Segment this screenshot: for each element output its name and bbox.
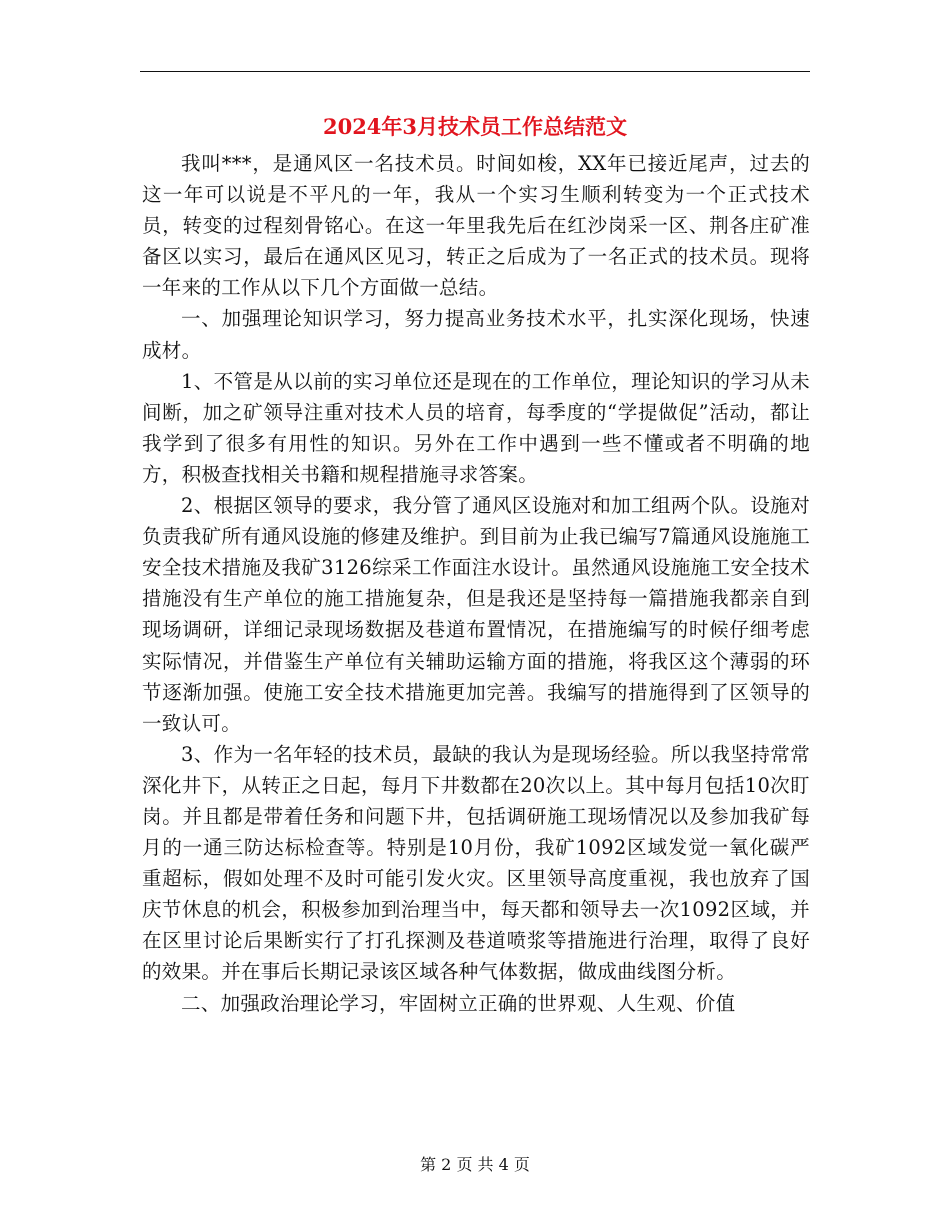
document-title: 2024年3月技术员工作总结范文 bbox=[322, 114, 628, 139]
paragraph-intro: 我叫***，是通风区一名技术员。时间如梭，XX年已接近尾声，过去的这一年可以说是不平凡的一年，我从一个实习生顺利转变为一个正式技术员，转变的过程刻骨铭心。在这一年里我先后在红沙岗采一区、荆各庄矿准备区以实习，最后在通风区见习，转正之后成为了一名正式的技术员。现将一年来的工作从以下几个方面做一总结。 bbox=[142, 152, 810, 300]
document-body bbox=[142, 148, 810, 1019]
paragraph-section-1-heading: 一、加强理论知识学习，努力提高业务技术水平，扎实深化现场，快速成材。 bbox=[142, 307, 810, 362]
header-rule bbox=[140, 71, 810, 72]
paragraph-section-2-heading: 二、加强政治理论学习，牢固树立正确的世界观、人生观、价值 bbox=[181, 991, 736, 1015]
paragraph-item-1: 1、不管是从以前的实习单位还是现在的工作单位，理论知识的学习从未间断，加之矿领导注重对技术人员的培育，每季度的“学提做促”活动，都让我学到了很多有用性的知识。另外在工作中遇到一些不懂或者不明确的地方，积极查找相关书籍和规程措施寻求答案。 bbox=[142, 369, 810, 486]
page-footer bbox=[0, 1153, 950, 1177]
paragraph-item-3: 3、作为一名年轻的技术员，最缺的我认为是现场经验。所以我坚持常常深化井下，从转正之日起，每月下井数都在20次以上。其中每月包括10次盯岗。并且都是带着任务和问题下井，包括调研施工现场情况以及参加我矿每月的一通三防达标检查等。特别是10月份，我矿1092区域发觉一氧化碳严重超标，假如处理不及时可能引发火灾。区里领导高度重视，我也放弃了国庆节休息的机会，积极参加到治理当中，每天都和领导去一次1092区域，并在区里讨论后果断实行了打孔探测及巷道喷浆等措施进行治理，取得了良好的效果。并在事后长期记录该区域各种气体数据，做成曲线图分析。 bbox=[142, 742, 810, 984]
page-number-label: 第 2 页 共 4 页 bbox=[420, 1155, 530, 1174]
paragraph-item-2: 2、根据区领导的要求，我分管了通风区设施对和加工组两个队。设施对负责我矿所有通风设施的修建及维护。到目前为止我已编写7篇通风设施施工安全技术措施及我矿3126综采工作面注水设计。虽然通风设施施工安全技术措施没有生产单位的施工措施复杂，但是我还是坚持每一篇措施我都亲自到现场调研，详细记录现场数据及巷道布置情况，在措施编写的时候仔细考虑实际情况，并借鉴生产单位有关辅助运输方面的措施，将我区这个薄弱的环节逐渐加强。使施工安全技术措施更加完善。我编写的措施得到了区领导的一致认可。 bbox=[142, 494, 810, 735]
